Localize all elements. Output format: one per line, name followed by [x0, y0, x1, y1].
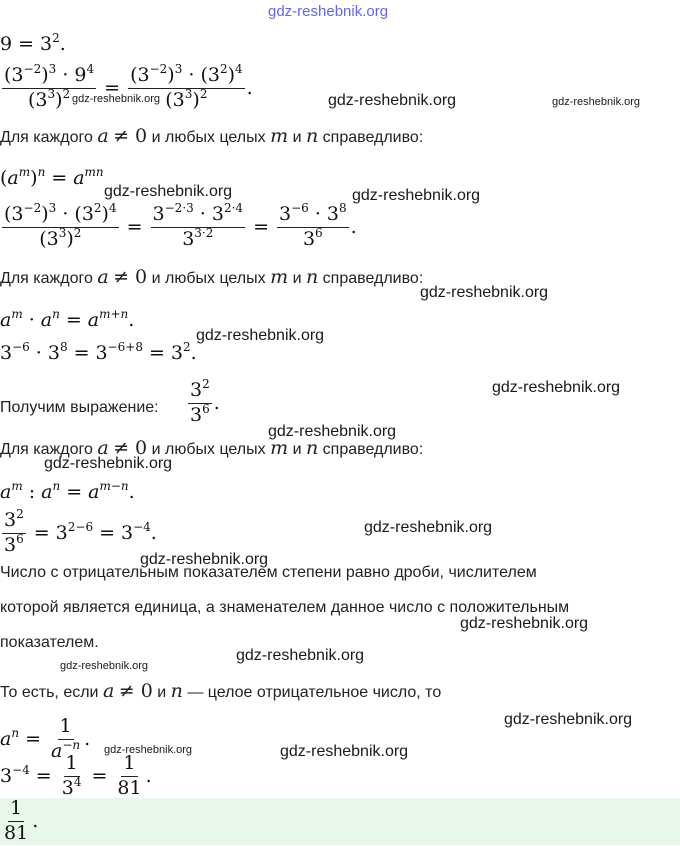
rule-and: и: [292, 270, 302, 287]
math-line-final-computation: $3^{-4}$ = $\frac{1}{3^4}$ = $\frac{1}{81}$ .: [0, 751, 152, 799]
math-line-quotient-computation: $\frac{3^2}{3^6}$ = $3^{2-6}$ = $3^{-4}$ .: [4, 506, 157, 556]
that-is-text: То есть, если a ≠ 0 и n — целое отрицательное число, то: [0, 680, 442, 702]
rule-and: и: [292, 129, 302, 146]
that-is-prefix: То есть, если: [0, 684, 99, 701]
rule-quotient-text: Для каждого a ≠ 0 и любых целых m и n справедливо:: [0, 437, 424, 459]
negative-exponent-text-line-3: показателем.: [0, 634, 99, 651]
that-is-suffix: — целое отрицательное число, то: [187, 684, 442, 701]
rule-middle: и любых целых: [151, 129, 266, 146]
math-line-apply-power-of-power: $\frac{(3^{-2})^3 \cdot (3^2)^4}{(3^3)^2}$ = $\frac{3^{-2\cdot 3} \cdot 3^{2\cdot 4}}{3^{3\cdot 2}}$ = $\frac{3^{-6} \cdot 3^8}{3^6}$ .: [4, 200, 357, 250]
answer-fraction: $\frac{1}{81}$ .: [4, 796, 39, 844]
that-is-and: и: [157, 684, 167, 701]
top-watermark[interactable]: gdz-reshebnik.org: [268, 3, 389, 20]
rule-suffix: справедливо:: [322, 441, 424, 458]
rule-suffix: справедливо:: [322, 129, 424, 146]
rule-suffix: справедливо:: [322, 270, 424, 287]
formula-quotient-of-powers: $a^m$ : $a^n$ = $a^{m-n}$ .: [0, 479, 135, 503]
watermark-small: gdz-reshebnik.org: [552, 96, 641, 108]
watermark: gdz-reshebnik.org: [328, 92, 457, 109]
watermark: gdz-reshebnik.org: [460, 615, 589, 632]
formula-power-of-power: $(a^m)^n$ = $a^{mn}$: [0, 165, 104, 189]
math-line-9-equals-3-squared: 9 = $3^2$ .: [0, 31, 66, 55]
rule-product-text: Для каждого a ≠ 0 и любых целых m и n справедливо:: [0, 266, 424, 288]
answer-block: [0, 798, 680, 845]
rule-prefix: Для каждого: [0, 441, 93, 458]
rule-power-of-power-text: Для каждого a ≠ 0 и любых целых m и n справедливо:: [0, 125, 424, 147]
rule-middle: и любых целых: [151, 270, 266, 287]
negative-exponent-text-line-1: Число с отрицательным показателем степени равно дроби, числителем: [0, 564, 537, 581]
negative-exponent-text-line-2: которой является единица, а знаменателем данное число с положительным: [0, 599, 570, 616]
watermark-small: gdz-reshebnik.org: [60, 660, 149, 672]
watermark-small: gdz-reshebnik.org: [72, 93, 161, 105]
math-line-product-computation: $3^{-6}$ · $3^8$ = $3^{-6+8}$ = $3^2$ .: [0, 340, 197, 364]
watermark: gdz-reshebnik.org: [236, 647, 365, 664]
watermark: gdz-reshebnik.org: [420, 284, 549, 301]
watermark: gdz-reshebnik.org: [268, 423, 397, 440]
watermark: gdz-reshebnik.org: [44, 455, 173, 472]
watermark-small: gdz-reshebnik.org: [104, 744, 193, 756]
rule-middle: и любых целых: [151, 441, 266, 458]
rule-prefix: Для каждого: [0, 270, 93, 287]
watermark: gdz-reshebnik.org: [280, 743, 409, 760]
rule-and: и: [292, 441, 302, 458]
rule-prefix: Для каждого: [0, 129, 93, 146]
watermark: gdz-reshebnik.org: [492, 379, 621, 396]
watermark: gdz-reshebnik.org: [104, 183, 233, 200]
watermark: gdz-reshebnik.org: [140, 551, 269, 568]
math-line-fraction-substitution: $\frac{(3^{-2})^3 \cdot 9^4}{(3^3)^2}$ = $\frac{(3^{-2})^3 \cdot (3^2)^4}{(3^3)^2}$ .: [4, 61, 253, 111]
formula-negative-exponent: $a^n$ = $\frac{1}{a^{-n}}$ .: [0, 714, 91, 762]
watermark: gdz-reshebnik.org: [364, 519, 493, 536]
formula-product-of-powers: $a^m$ · $a^n$ = $a^{m+n}$ .: [0, 307, 135, 331]
result-expression-label: Получим выражение:: [0, 399, 159, 416]
result-expression-fraction: $\frac{3^2}{3^6}$ .: [190, 376, 220, 426]
watermark: gdz-reshebnik.org: [504, 711, 633, 728]
watermark: gdz-reshebnik.org: [352, 187, 481, 204]
watermark: gdz-reshebnik.org: [196, 327, 325, 344]
